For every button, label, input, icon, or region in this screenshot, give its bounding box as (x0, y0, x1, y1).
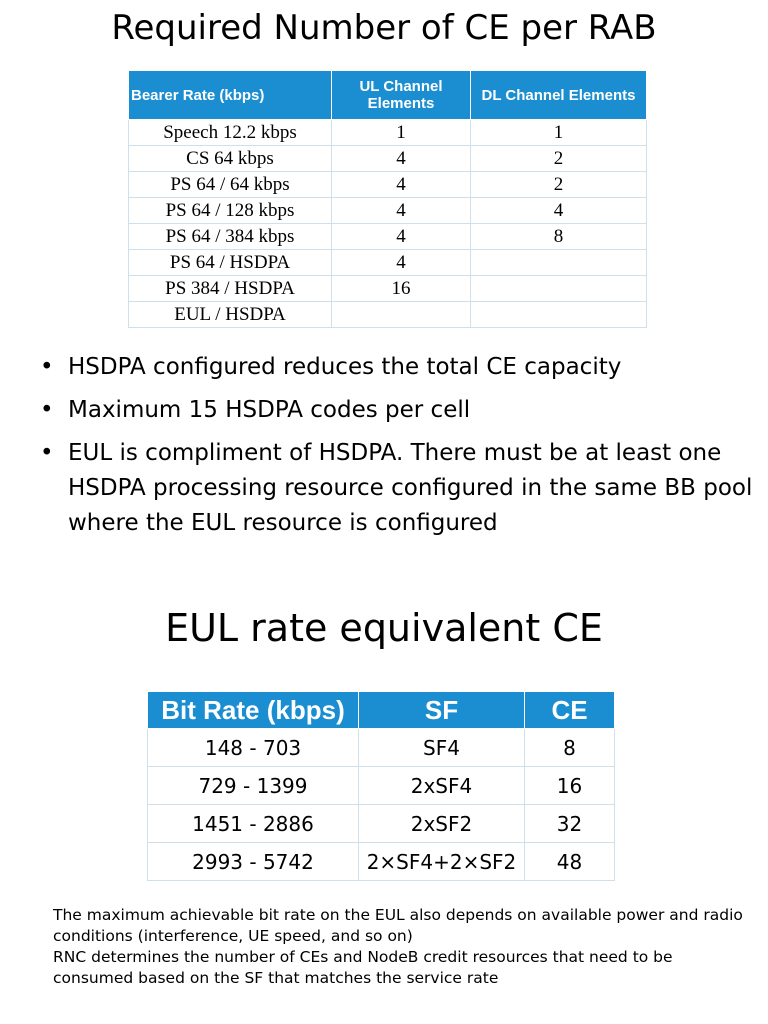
table-cell: 48 (525, 843, 615, 881)
header-sf: SF (359, 692, 525, 729)
table-row (129, 250, 647, 276)
table-cell: 4 (332, 146, 471, 172)
footnotes (53, 905, 753, 989)
table-cell: 2 (471, 172, 647, 198)
table-cell: Speech 12.2 kbps (129, 120, 332, 146)
table-cell: EUL / HSDPA (129, 302, 332, 328)
table-cell: 8 (525, 729, 615, 767)
table-cell: 2993 - 5742 (148, 843, 359, 881)
bullet-text: HSDPA configured reduces the total CE capacity (68, 354, 622, 380)
bullet-dot-icon: • (40, 397, 54, 423)
ce-per-rab-table (128, 70, 647, 328)
table-cell: 148 - 703 (148, 729, 359, 767)
table-row (148, 729, 615, 767)
header-dl-ce: DL Channel Elements (471, 71, 647, 120)
table-header-row (148, 692, 615, 729)
table-cell: 4 (332, 250, 471, 276)
bullet-list (40, 350, 760, 549)
table-row (148, 843, 615, 881)
section-title: EUL rate equivalent CE (165, 606, 603, 650)
table-cell: 8 (471, 224, 647, 250)
table-cell (471, 302, 647, 328)
table-cell: PS 384 / HSDPA (129, 276, 332, 302)
footnote-1: The maximum achievable bit rate on the EUL also depends on available power and radio conditions (interference, UE speed, and so on) (53, 906, 743, 945)
bullet-item (40, 350, 760, 385)
bullet-item (40, 393, 760, 428)
bullet-dot-icon: • (40, 440, 54, 466)
table-cell: PS 64 / HSDPA (129, 250, 332, 276)
table-row (148, 767, 615, 805)
table-cell: SF4 (359, 729, 525, 767)
table-cell: 1 (332, 120, 471, 146)
table-cell: 1451 - 2886 (148, 805, 359, 843)
table-cell: 729 - 1399 (148, 767, 359, 805)
table-row (129, 276, 647, 302)
table-cell: 2xSF4 (359, 767, 525, 805)
table-header-row (129, 71, 647, 120)
table-cell: 4 (332, 224, 471, 250)
header-ce: CE (525, 692, 615, 729)
table-cell (471, 250, 647, 276)
page-title: Required Number of CE per RAB (111, 8, 657, 48)
table-cell: 2xSF2 (359, 805, 525, 843)
table-cell: 4 (332, 198, 471, 224)
table-cell: 4 (332, 172, 471, 198)
header-bearer-rate: Bearer Rate (kbps) (129, 71, 332, 120)
table-cell: 32 (525, 805, 615, 843)
table-cell: PS 64 / 128 kbps (129, 198, 332, 224)
table-cell: 2×SF4+2×SF2 (359, 843, 525, 881)
table-cell: 16 (332, 276, 471, 302)
header-ul-ce: UL Channel Elements (332, 71, 471, 120)
bullet-dot-icon: • (40, 354, 54, 380)
table-row (148, 805, 615, 843)
table-cell (332, 302, 471, 328)
table-cell: 16 (525, 767, 615, 805)
footnote-2: RNC determines the number of CEs and NodeB credit resources that need to be consumed based on the SF that matches the service rate (53, 948, 673, 987)
table-cell: 2 (471, 146, 647, 172)
table-row (129, 224, 647, 250)
eul-ce-table (147, 691, 615, 881)
table-cell: PS 64 / 64 kbps (129, 172, 332, 198)
table-row (129, 120, 647, 146)
table-cell (471, 276, 647, 302)
bullet-item (40, 436, 760, 541)
table-row (129, 198, 647, 224)
table-row (129, 172, 647, 198)
bullet-text: Maximum 15 HSDPA codes per cell (68, 397, 471, 423)
header-bit-rate: Bit Rate (kbps) (148, 692, 359, 729)
table-cell: CS 64 kbps (129, 146, 332, 172)
table-row (129, 302, 647, 328)
table-cell: 1 (471, 120, 647, 146)
table-cell: 4 (471, 198, 647, 224)
bullet-text: EUL is compliment of HSDPA. There must be at least one HSDPA processing resource configured in the same BB pool where the EUL resource is configured (68, 440, 753, 536)
table-row (129, 146, 647, 172)
table-cell: PS 64 / 384 kbps (129, 224, 332, 250)
